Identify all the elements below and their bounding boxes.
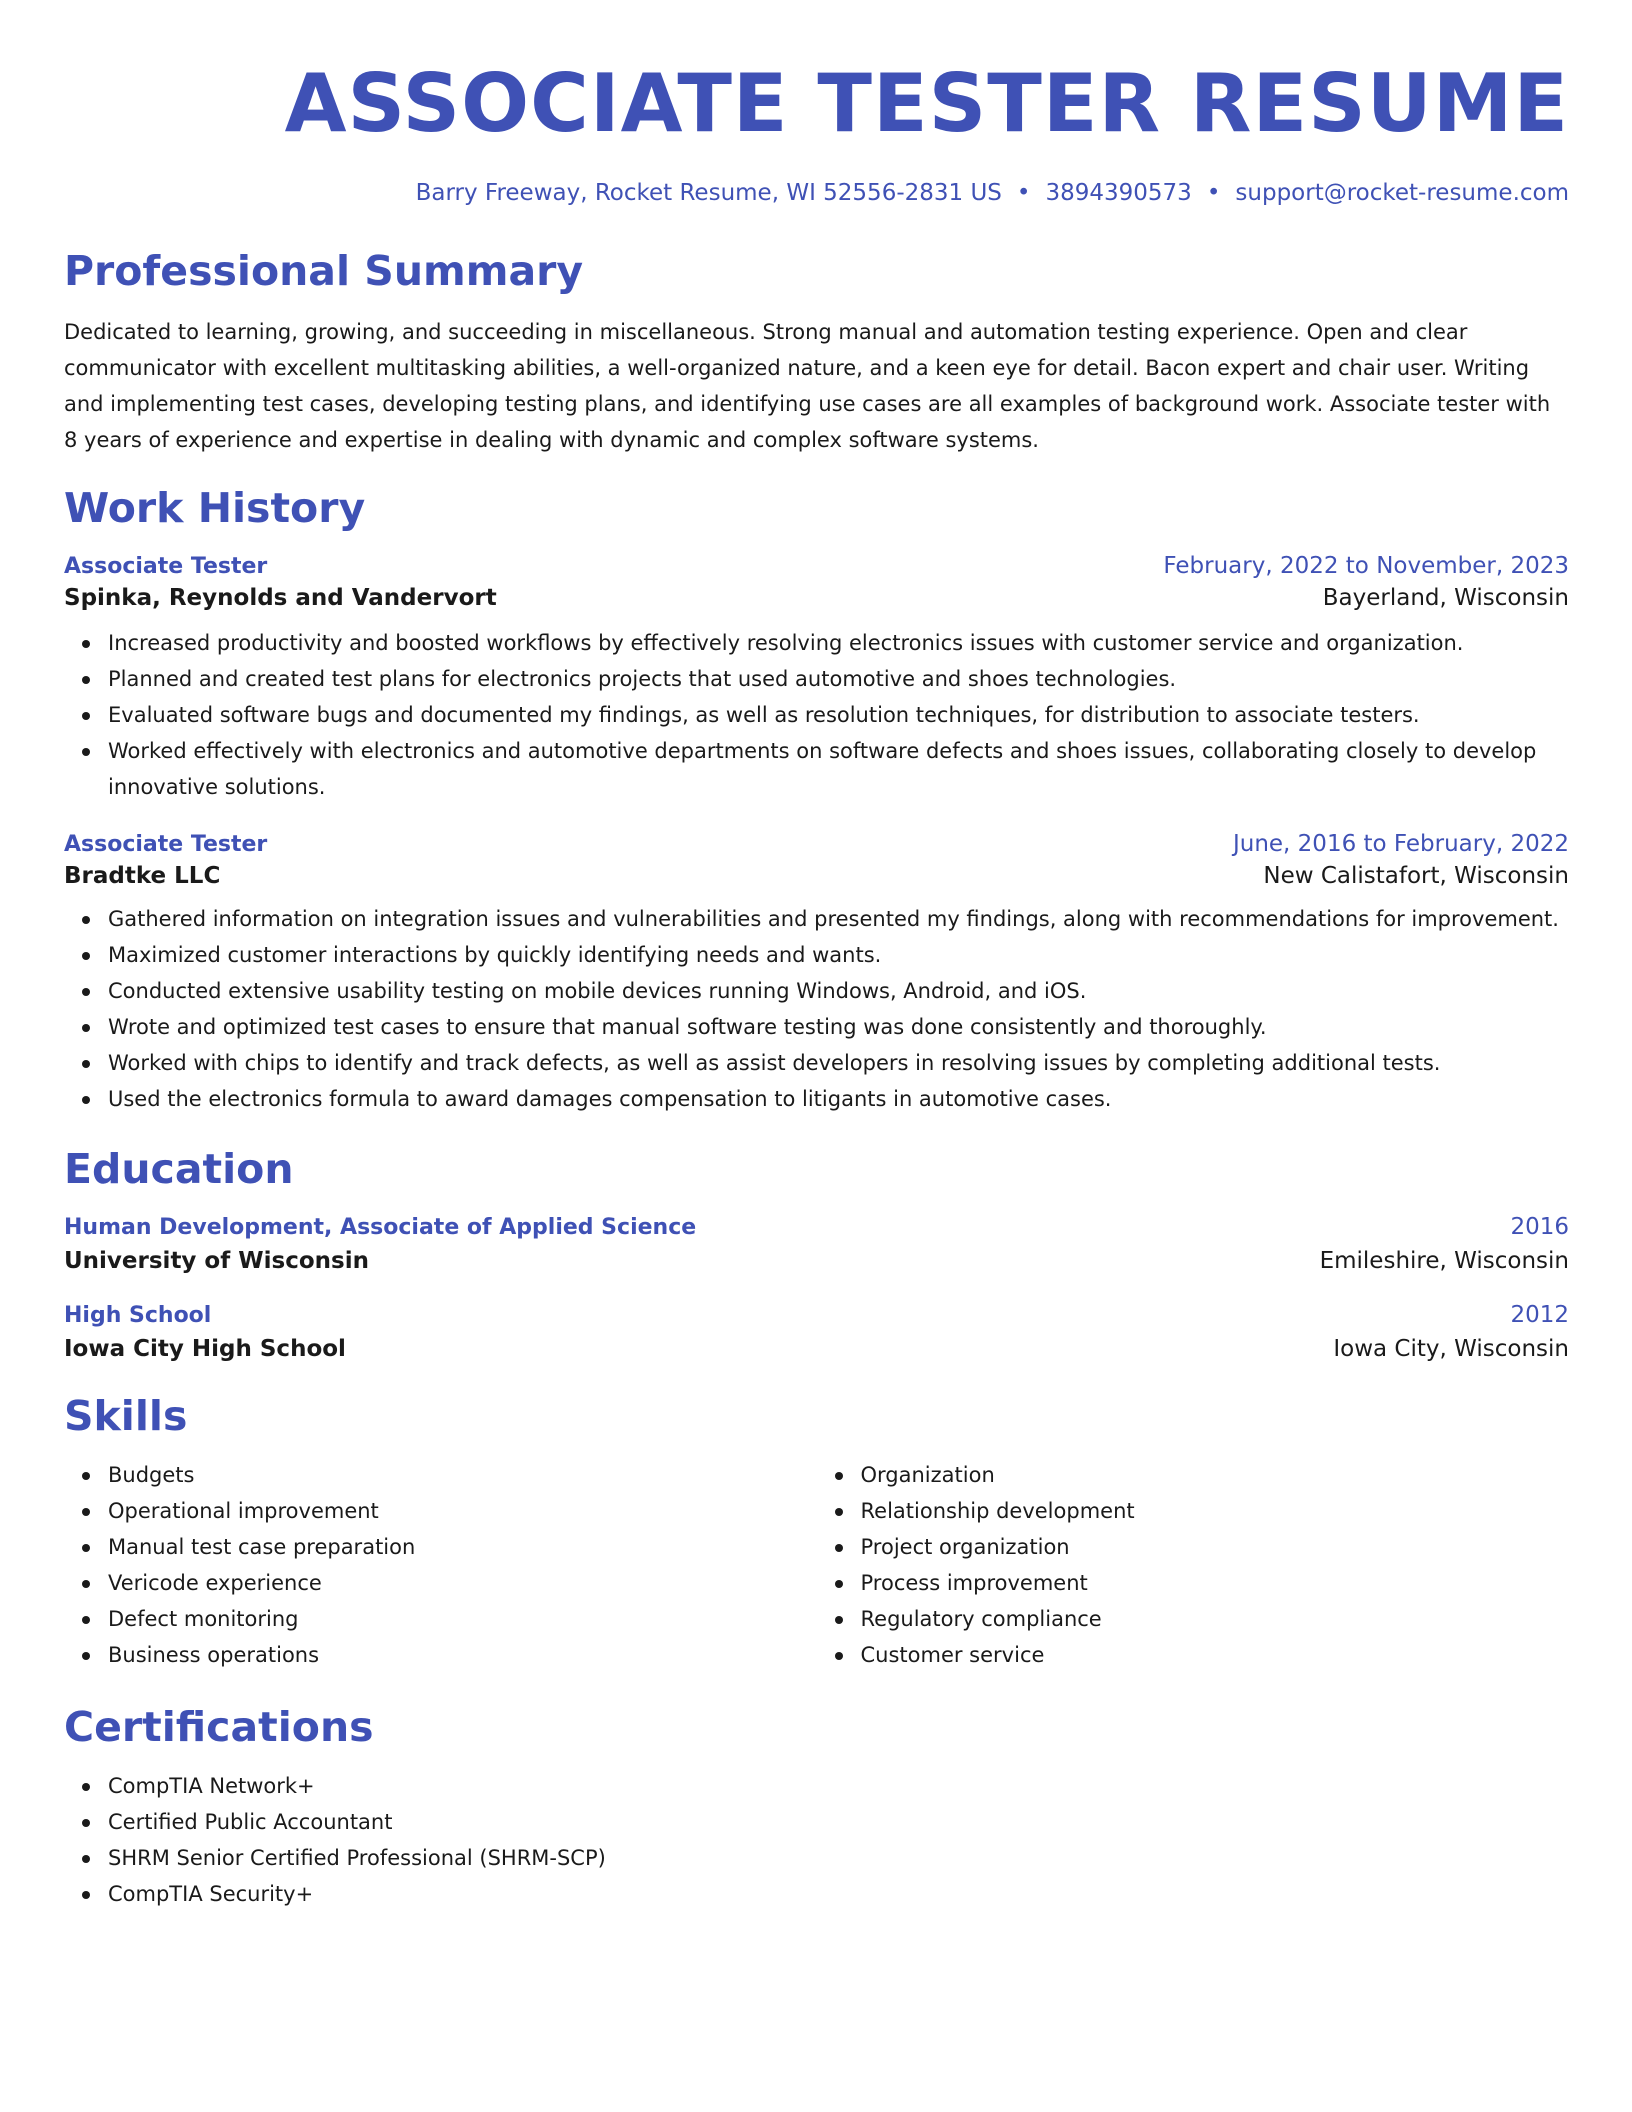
list-item: Process improvement: [861, 1565, 1570, 1601]
job-company: Bradtke LLC: [64, 863, 221, 889]
education-school-row: [64, 1336, 1569, 1362]
list-item: CompTIA Network+: [108, 1768, 1569, 1804]
list-item: Worked effectively with electronics and automotive departments on software defects and shoes issues, collaborating closely to develop innovative solutions.: [108, 733, 1569, 805]
work-history-heading: Work History: [64, 484, 366, 532]
job-title: Associate Tester: [64, 554, 268, 579]
job-header-row: [64, 553, 1569, 579]
list-item: Organization: [861, 1457, 1570, 1493]
job-location: New Calistafort, Wisconsin: [1263, 863, 1569, 889]
job-entry: [64, 831, 1569, 1117]
summary-text: Dedicated to learning, growing, and succeeding in miscellaneous. Strong manual and automation testing experience. Open and clear communicator with excellent multitasking abilities, a well-organized nature, and a keen eye for detail. Bacon expert and chair user. Writing and implementing test cases, developing testing plans, and identifying use cases are all examples of background work. Associate tester with 8 years of experience and expertise in dealing with dynamic and complex software systems.: [64, 320, 1551, 452]
summary-heading: Professional Summary: [64, 247, 584, 295]
list-item: Conducted extensive usability testing on mobile devices running Windows, Android, and iOS.: [108, 973, 1569, 1009]
job-location: Bayerland, Wisconsin: [1322, 585, 1569, 611]
list-item: SHRM Senior Certified Professional (SHRM-SCP): [108, 1840, 1569, 1876]
list-item: Relationship development: [861, 1493, 1570, 1529]
separator-dot: •: [1016, 180, 1031, 206]
education-header-row: [64, 1214, 1569, 1240]
education-heading: Education: [64, 1145, 294, 1193]
list-item: Vericode experience: [108, 1565, 817, 1601]
address-text: Barry Freeway, Rocket Resume, WI 52556-2831 US: [415, 180, 1002, 206]
skills-grid: [64, 1457, 1569, 1673]
job-company: Spinka, Reynolds and Vandervort: [64, 585, 497, 611]
contact-line: [64, 180, 1569, 206]
education-school-row: [64, 1248, 1569, 1274]
education-entry: [64, 1214, 1569, 1274]
job-dates: February, 2022 to November, 2023: [1163, 553, 1569, 579]
school-location: Iowa City, Wisconsin: [1333, 1336, 1569, 1362]
list-item: Project organization: [861, 1529, 1570, 1565]
school-name: University of Wisconsin: [64, 1248, 369, 1274]
job-bullets: [64, 625, 1569, 805]
list-item: CompTIA Security+: [108, 1876, 1569, 1912]
job-dates: June, 2016 to February, 2022: [1232, 831, 1569, 857]
job-entry: [64, 553, 1569, 805]
list-item: Regulatory compliance: [861, 1601, 1570, 1637]
job-company-row: [64, 585, 1569, 611]
list-item: Budgets: [108, 1457, 817, 1493]
list-item: Used the electronics formula to award damages compensation to litigants in automotive cases.: [108, 1081, 1569, 1117]
skills-list-right: [817, 1457, 1570, 1673]
list-item: Wrote and optimized test cases to ensure that manual software testing was done consistently and thoroughly.: [108, 1009, 1569, 1045]
list-item: Maximized customer interactions by quickly identifying needs and wants.: [108, 937, 1569, 973]
job-header-row: [64, 831, 1569, 857]
list-item: Planned and created test plans for electronics projects that used automotive and shoes technologies.: [108, 661, 1569, 697]
certifications-list: [64, 1768, 1569, 1912]
certifications-heading: Certifications: [64, 1703, 374, 1751]
school-location: Emileshire, Wisconsin: [1319, 1248, 1569, 1274]
list-item: Business operations: [108, 1637, 817, 1673]
skills-heading: Skills: [64, 1392, 188, 1440]
job-bullets: [64, 901, 1569, 1117]
list-item: Gathered information on integration issues and vulnerabilities and presented my findings, along with recommendations for improvement.: [108, 901, 1569, 937]
list-item: Operational improvement: [108, 1493, 817, 1529]
list-item: Manual test case preparation: [108, 1529, 817, 1565]
resume-title: ASSOCIATE TESTER RESUME: [284, 57, 1569, 150]
list-item: Worked with chips to identify and track defects, as well as assist developers in resolving issues by completing additional tests.: [108, 1045, 1569, 1081]
list-item: Increased productivity and boosted workflows by effectively resolving electronics issues with customer service and organization.: [108, 625, 1569, 661]
education-year: 2012: [1510, 1302, 1569, 1328]
education-year: 2016: [1510, 1214, 1569, 1240]
list-item: Evaluated software bugs and documented my findings, as well as resolution techniques, for distribution to associate testers.: [108, 697, 1569, 733]
list-item: Defect monitoring: [108, 1601, 817, 1637]
separator-dot: •: [1206, 180, 1221, 206]
job-company-row: [64, 863, 1569, 889]
skills-list-left: [64, 1457, 817, 1673]
list-item: Customer service: [861, 1637, 1570, 1673]
phone-text: 3894390573: [1045, 180, 1192, 206]
degree-title: Human Development, Associate of Applied Science: [64, 1215, 697, 1240]
email-link[interactable]: support@rocket-resume.com: [1235, 180, 1569, 206]
degree-title: High School: [64, 1303, 212, 1328]
list-item: Certified Public Accountant: [108, 1804, 1569, 1840]
school-name: Iowa City High School: [64, 1336, 346, 1362]
job-title: Associate Tester: [64, 832, 268, 857]
education-entry: [64, 1302, 1569, 1362]
education-header-row: [64, 1302, 1569, 1328]
